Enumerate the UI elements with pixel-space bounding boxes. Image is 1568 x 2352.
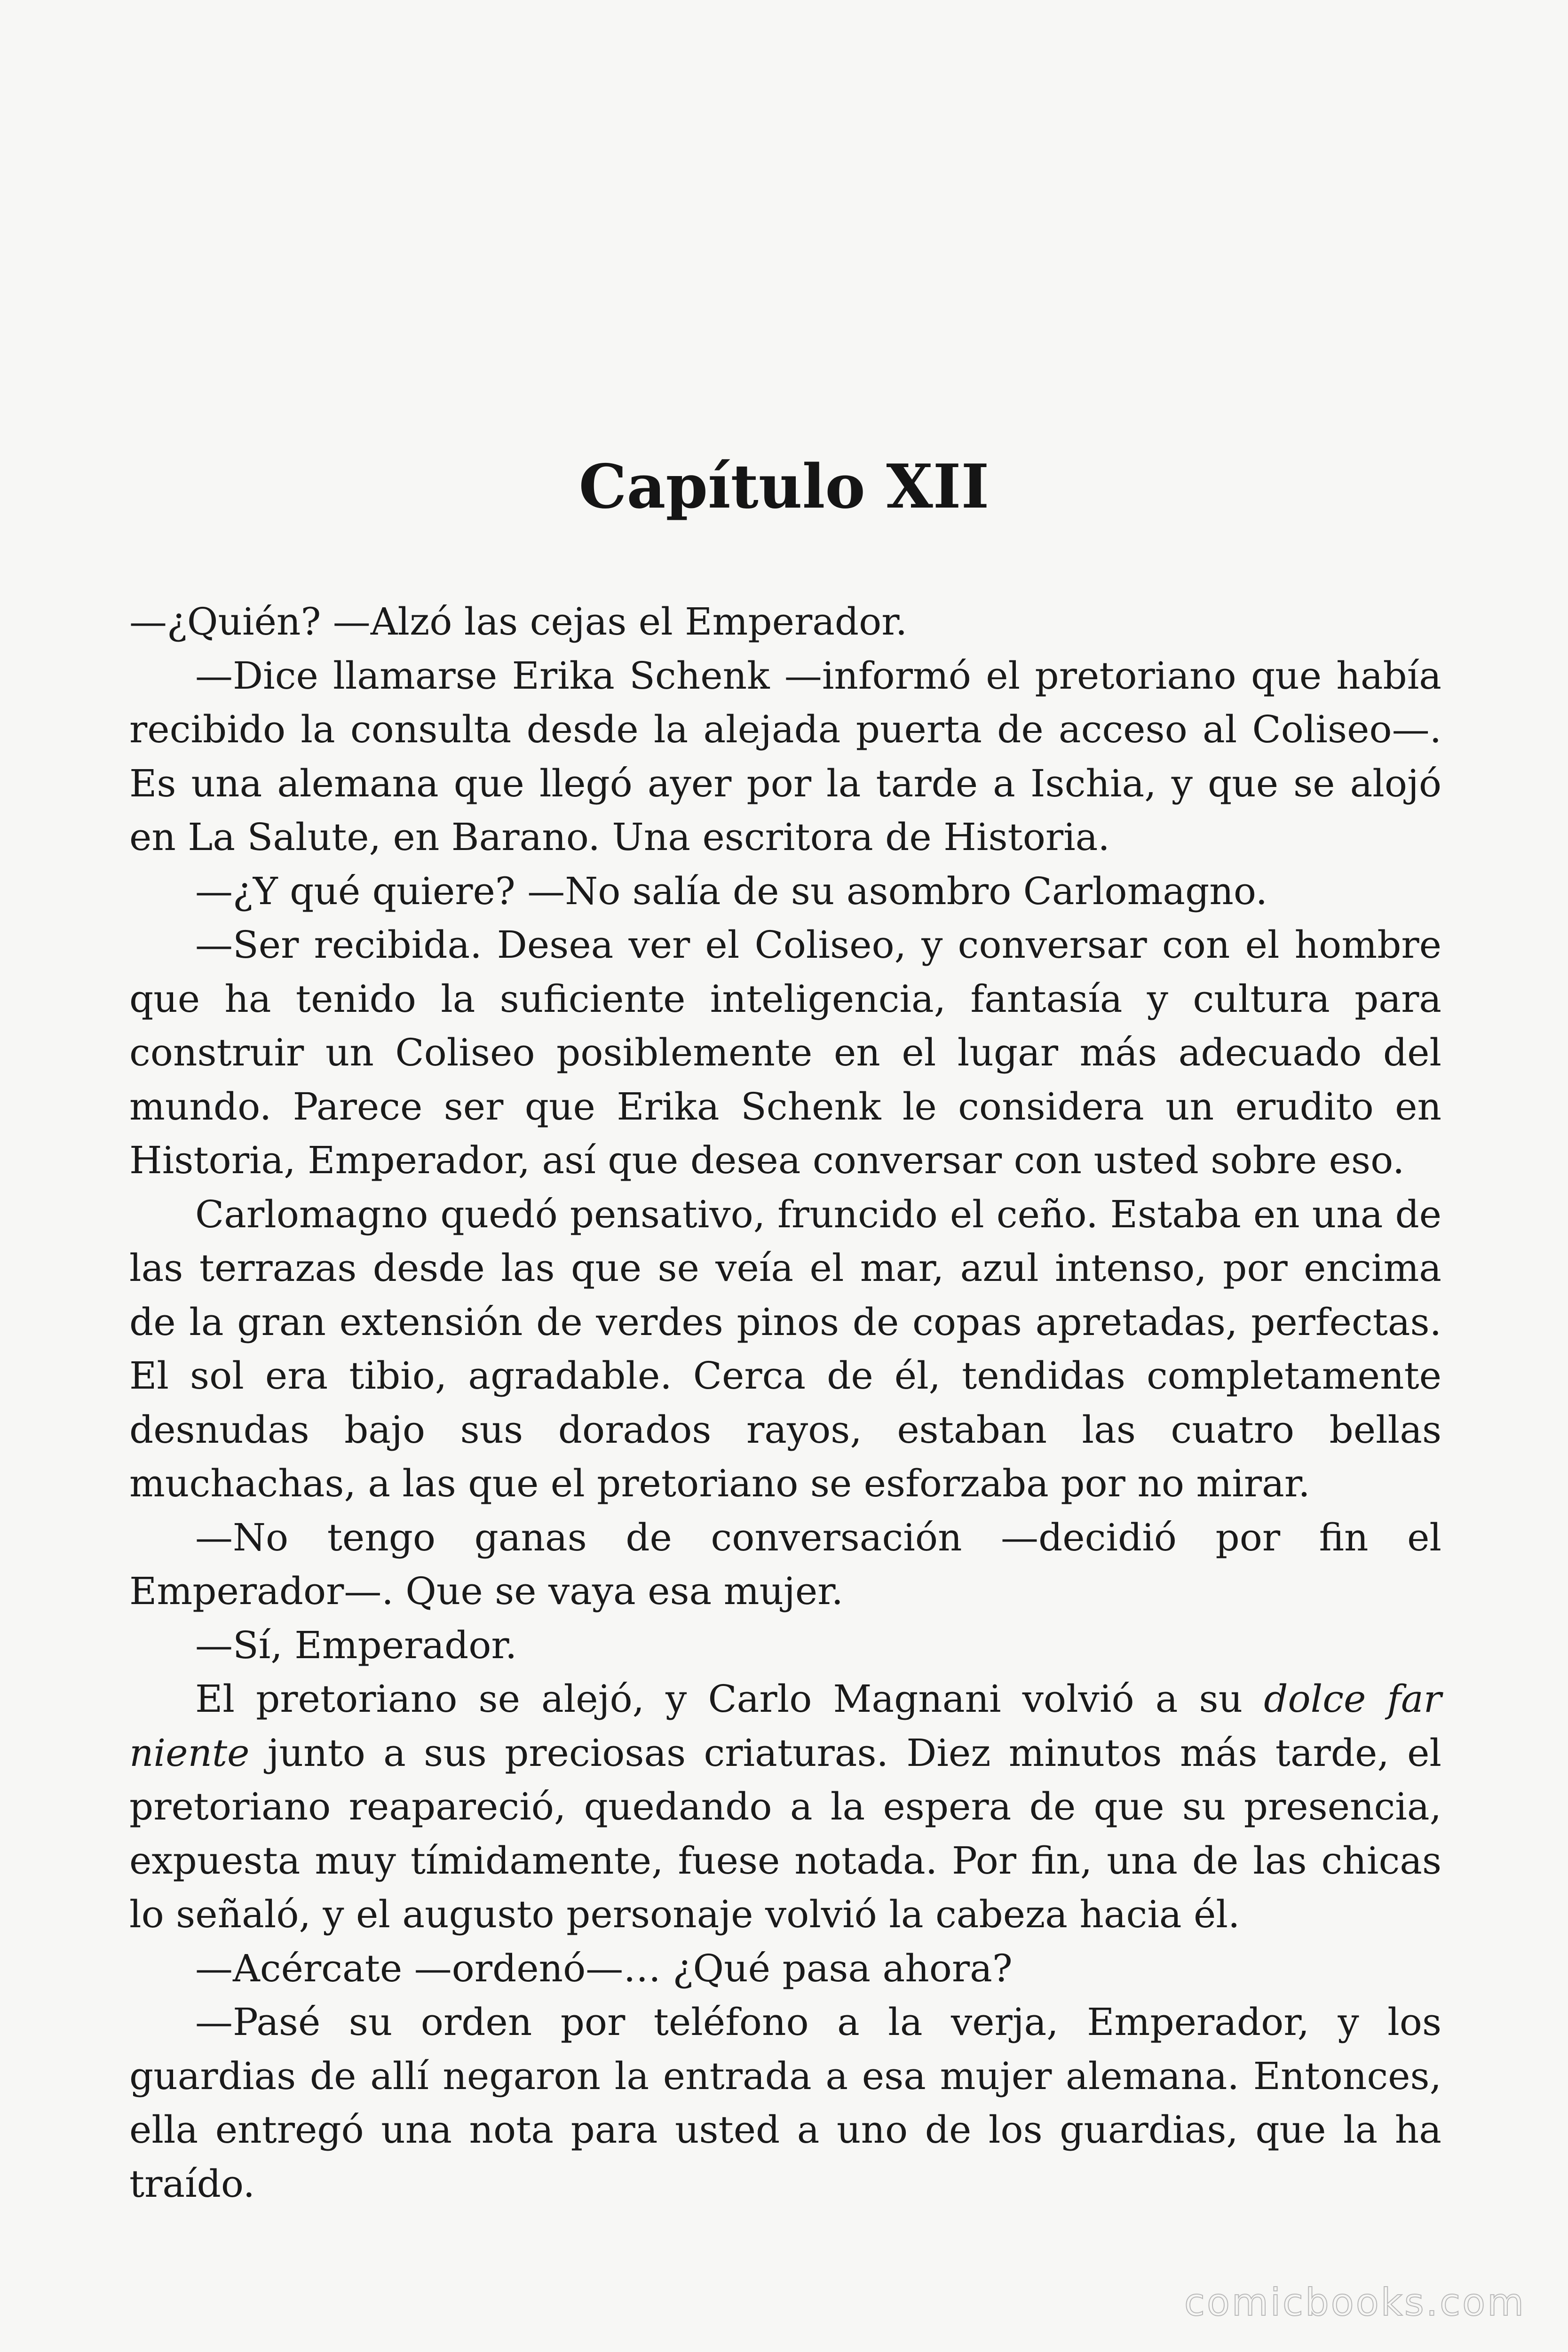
text-segment: —Sí, Emperador. xyxy=(195,1623,517,1667)
text-segment: —Pasé su orden por teléfono a la verja, Emperador, y los guardias de allí negaron la entrada a esa mujer alemana. Entonces, ella entregó una nota para usted a uno de los guardias, que la ha traído. xyxy=(129,2000,1441,2206)
paragraph xyxy=(129,649,1441,865)
text-segment: Carlomagno quedó pensativo, fruncido el ceño. Estaba en una de las terrazas desde las que se veía el mar, azul intenso, por encima de la gran extensión de verdes pinos de copas apretadas, perfectas. El sol era tibio, agradable. Cerca de él, tendidas completamente desnudas bajo sus dorados rayos, estaban las cuatro bellas muchachas, a las que el pretoriano se esforzaba por no mirar. xyxy=(129,1192,1441,1505)
paragraph xyxy=(129,1511,1441,1619)
paragraph xyxy=(129,1672,1441,1942)
text-segment: junto a sus preciosas criaturas. Diez minutos más tarde, el pretoriano reapareció, quedando a la espera de que su presencia, expuesta muy tímidamente, fuese notada. Por fin, una de las chicas lo señaló, y el augusto personaje volvió la cabeza hacia él. xyxy=(129,1731,1441,1936)
paragraph xyxy=(129,918,1441,1188)
chapter-title: Capítulo XII xyxy=(578,452,990,522)
paragraph xyxy=(129,1942,1441,1996)
paragraph xyxy=(129,595,1441,649)
chapter-body xyxy=(129,595,1441,2211)
watermark: comicbooks.com xyxy=(1184,2280,1526,2324)
text-segment: —¿Quién? —Alzó las cejas el Emperador. xyxy=(129,600,908,644)
paragraph xyxy=(129,1995,1441,2211)
text-segment: —¿Y qué quiere? —No salía de su asombro Carlomagno. xyxy=(195,869,1268,913)
text-segment: —Acércate —ordenó—… ¿Qué pasa ahora? xyxy=(195,1946,1013,1990)
text-segment: —Ser recibida. Desea ver el Coliseo, y conversar con el hombre que ha tenido la suficiente inteligencia, fantasía y cultura para construir un Coliseo posiblemente en el lugar más adecuado del mundo. Parece ser que Erika Schenk le considera un erudito en Historia, Emperador, así que desea conversar con usted sobre eso. xyxy=(129,923,1441,1182)
text-segment: El pretoriano se alejó, y Carlo Magnani volvió a su xyxy=(195,1677,1264,1721)
italic-phrase: dolce far niente xyxy=(129,1677,1441,1775)
paragraph xyxy=(129,865,1441,919)
paragraph xyxy=(129,1619,1441,1673)
paragraph xyxy=(129,1188,1441,1511)
text-segment: —Dice llamarse Erika Schenk —informó el pretoriano que había recibido la consulta desde la alejada puerta de acceso al Coliseo—. Es una alemana que llegó ayer por la tarde a Ischia, y que se alojó en La Salute, en Barano. Una escritora de Historia. xyxy=(129,653,1441,859)
text-segment: —No tengo ganas de conversación —decidió por fin el Emperador—. Que se vaya esa mujer. xyxy=(129,1515,1441,1613)
